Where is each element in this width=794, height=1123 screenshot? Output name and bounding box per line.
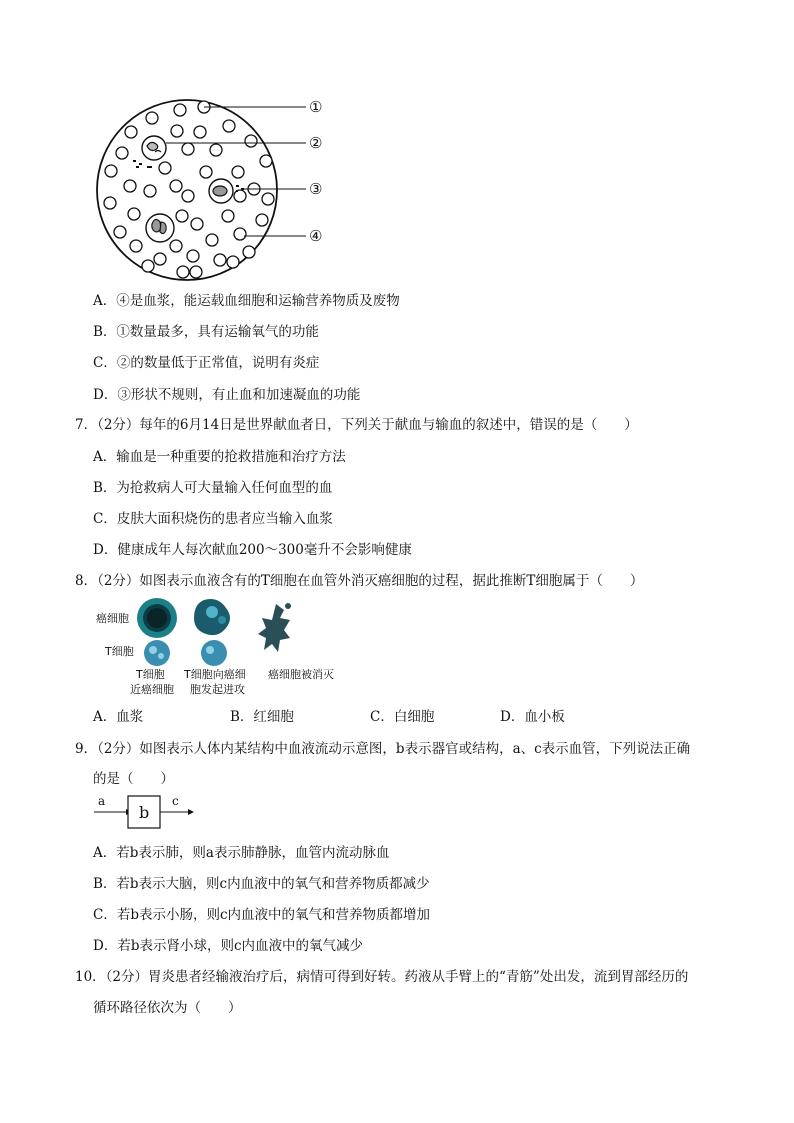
q6-option-b: B．①数量最多，具有运输氧气的功能	[93, 324, 319, 340]
blood-smear-figure	[90, 92, 340, 288]
white-blood-cell	[209, 179, 233, 203]
white-blood-cell	[142, 136, 166, 160]
q6-option-a: A．④是血浆，能运载血细胞和运输营养物质及废物	[93, 293, 400, 309]
destroyed-cell-image	[258, 603, 291, 652]
vessel-a-label: a	[98, 794, 106, 808]
q8-option-b: B．红细胞	[230, 709, 294, 725]
figure-label-3: ③	[309, 180, 323, 198]
q8-option-a: A．血浆	[93, 709, 144, 725]
caption-stage-1-line-2: 近癌细胞	[130, 683, 174, 696]
caption-stage-1-line-1: T细胞	[136, 668, 165, 681]
q7-option-c: C．皮肤大面积烧伤的患者应当输入血浆	[93, 511, 333, 527]
q10-stem-line-2: 循环路径依次为（ ）	[93, 1000, 242, 1016]
organ-b-label: b	[139, 803, 150, 822]
vessel-c-label: c	[172, 794, 179, 808]
t-cell-figure	[130, 596, 330, 668]
q7-stem: 7．（2分）每年的6月14日是世界献血者日，下列关于献血与输血的叙述中，错误的是（ ）	[75, 417, 638, 433]
label-t-cell: T细胞	[105, 645, 134, 658]
figure-label-2: ②	[309, 134, 323, 152]
q8-option-c: C．白细胞	[370, 709, 435, 725]
q6-option-d: D．③形状不规则，有止血和加速凝血的功能	[93, 387, 361, 403]
q8-option-d: D．血小板	[500, 709, 565, 725]
q9-option-b: B．若b表示大脑，则c内血液中的氧气和营养物质都减少	[93, 876, 430, 892]
q9-stem-line-1: 9．（2分）如图表示人体内某结构中血液流动示意图，b表示器官或结构，a、c表示血管，下列说法正确	[75, 741, 691, 757]
caption-stage-2-line-2: 胞发起进攻	[190, 683, 245, 696]
caption-stage-2-line-1: T细胞向癌细	[184, 668, 246, 681]
t-cell-image	[144, 640, 170, 666]
q9-option-a: A．若b表示肺，则a表示肺静脉，血管内流动脉血	[93, 845, 390, 861]
q7-option-d: D．健康成年人每次献血200～300毫升不会影响健康	[93, 542, 412, 558]
q8-stem: 8．（2分）如图表示血液含有的T细胞在血管外消灭癌细胞的过程，据此推断T细胞属于（ ）	[75, 573, 644, 589]
white-blood-cell	[146, 214, 174, 242]
caption-stage-3: 癌细胞被消灭	[268, 668, 334, 681]
q7-option-b: B．为抢救病人可大量输入任何血型的血	[93, 480, 333, 496]
q10-stem-line-1: 10．（2分）胃炎患者经输液治疗后，病情可得到好转。药液从手臂上的“青筋”处出发，流到胃部经历的	[75, 969, 689, 985]
attack-image	[194, 599, 230, 666]
q9-option-d: D．若b表示肾小球，则c内血液中的氧气减少	[93, 938, 364, 954]
label-cancer-cell: 癌细胞	[96, 612, 129, 625]
q9-option-c: C．若b表示小肠，则c内血液中的氧气和营养物质都增加	[93, 907, 431, 923]
q6-option-c: C．②的数量低于正常值，说明有炎症	[93, 355, 320, 371]
figure-label-1: ①	[309, 98, 323, 116]
cancer-cell-image	[137, 598, 177, 638]
figure-label-4: ④	[309, 227, 323, 245]
q7-option-a: A．输血是一种重要的抢救措施和治疗方法	[93, 449, 346, 465]
q9-stem-line-2: 的是（ ）	[93, 771, 174, 787]
